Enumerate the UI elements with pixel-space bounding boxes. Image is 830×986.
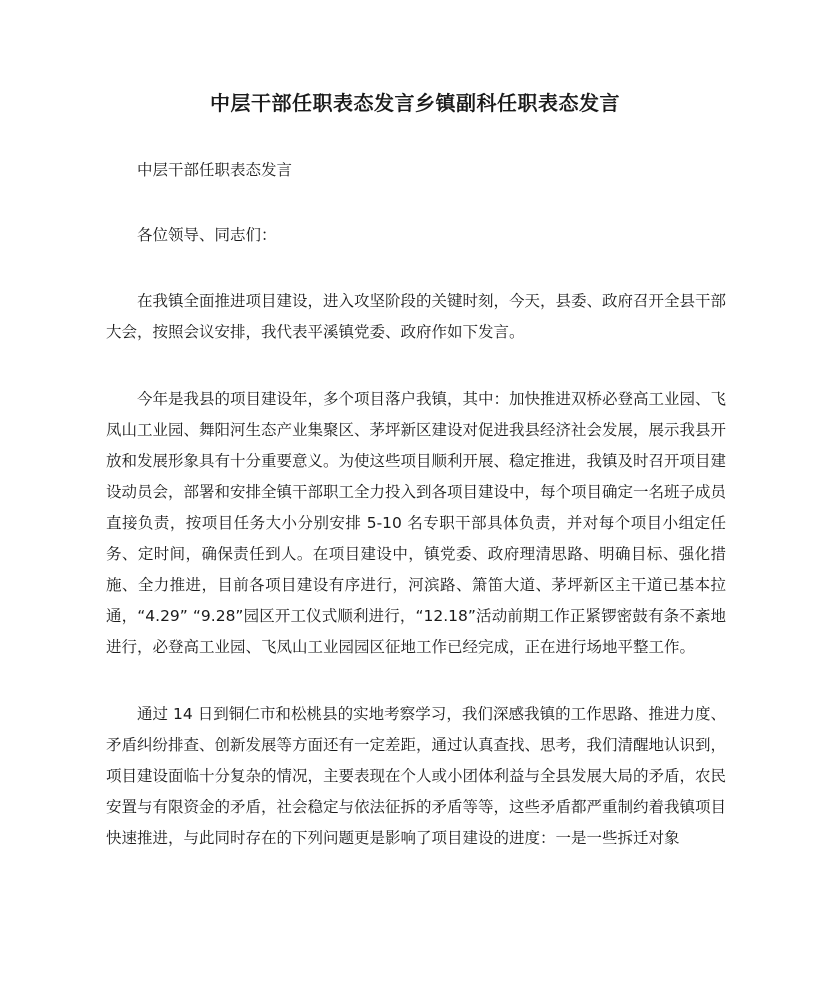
watermark: ​ [233,310,307,429]
paragraph-1: 在我镇全面推进项目建设，进入攻坚阶段的关键时刻，今天，县委、政府召开全县干部大会，按照会议安排，我代表平溪镇党委、政府作如下发言。 [106,292,727,341]
paragraph-2: 今年是我县的项目建设年，多个项目落户我镇，其中：加快推进双桥必登高工业园、飞凤山工业园、舞阳河生态产业集聚区、茅坪新区建设对促进我县经济社会发展，展示我县开放和发展形象具有十分重要意义。为使这些项目顺利开展、稳定推进，我镇及时召开项目建设动员会，部署和安排全镇干部职工全力投入到各项目建设中，每个项目确定一名班子成员直接负责，按项目任务大小分别安排 5-10 名专职干部具体负责，并对每个项目小组定任务、定时间，确保责任到人。在项目建设中，镇党委、政府理清思路、明确目标、强化措施、全力推进，目前各项目建设有序进行，河滨路、箫笛大道、茅坪新区主干道已基本拉通，“4.29” “9.28”园区开工仪式顺利进行，“12.18”活动前期工作正紧锣密鼓有条不紊地进行，必登高工业园、飞凤山工业园园区征地工作已经完成，正在进行场地平整工作。 [106,390,727,656]
paragraph-3: 通过 14 日到铜仁市和松桃县的实地考察学习，我们深感我镇的工作思路、推进力度、矛盾纠纷排查、创新发展等方面还有一定差距，通过认真查找、思考，我们清醒地认识到，项目建设面临十分复杂的情况，主要表现在个人或小团体利益与全县发展大局的矛盾，农民安置与有限资金的矛盾，社会稳定与依法征拆的矛盾等等，这些矛盾都严重制约着我镇项目快速推进，与此同时存在的下列问题更是影响了项目建设的进度：一是一些拆迁对象 [106,705,727,847]
document-subtitle: 中层干部任职表态发言 [137,161,293,179]
greeting-line: 各位领导、同志们： [137,226,277,244]
document-title: 中层干部任职表态发言乡镇副科任职表态发言 [210,91,620,115]
document-body [106,155,726,890]
